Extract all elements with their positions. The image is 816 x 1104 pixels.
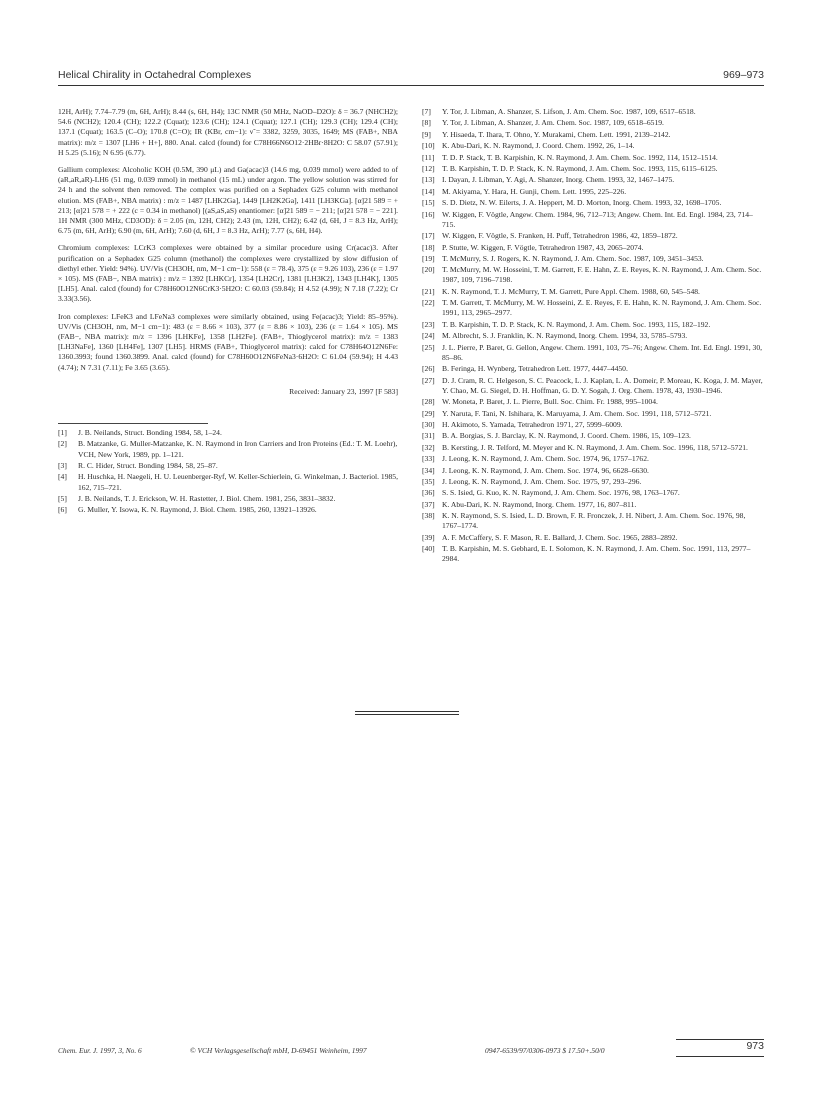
reference-item	[422, 343, 764, 363]
reference-item	[422, 265, 764, 285]
reference-number: [26]	[422, 364, 435, 374]
reference-number: [7]	[422, 107, 431, 116]
reference-item	[422, 130, 764, 140]
paragraph-iron-complexes: Iron complexes: LFeK3 and LFeNa3 complexes were similarly obtained, using Fe(acac)3; Yield: 85–95%). UV/Vis (CH3OH, nm, M−1 cm−1): 483 (ε = 8.66 × 103), 377 (ε = 8.86 × 103), 236 (ε = 1.64 × 105). MS (FAB−, NBA matrix): m/z = 1396 [LHKFe], 1358 [LH2Fe]. (FAB+, Thioglycerol matrix): m/z = 1383 [LH3NaFe], 1360 [LH4Fe], 1307 [LH5]. HRMS (FAB+, Thioglycerol matrix): calcd for C78H64O12N6Fe: 1360.3993; found 1360.3899. Anal. calcd (found) for C78H60O12N6FeNa3·6H2O: C 61.04 (59.94); H 4.43 (4.74); N 7.31 (7.11); Fe 3.65 (3.65).	[58, 311, 398, 372]
reference-text: T. McMurry, S. J. Rogers, K. N. Raymond, J. Am. Chem. Soc. 1987, 109, 3451–3453.	[442, 253, 704, 263]
reference-item	[422, 376, 764, 396]
reference-item	[422, 118, 764, 128]
reference-text: Y. Hisaeda, T. Ihara, T. Ohno, Y. Murakami, Chem. Lett. 1991, 2139–2142.	[442, 129, 671, 139]
reference-item	[58, 428, 398, 438]
reference-number: [22]	[422, 298, 435, 308]
reference-number: [14]	[422, 186, 435, 196]
reference-text: T. D. P. Stack, T. B. Karpishin, K. N. Raymond, J. Am. Chem. Soc. 1992, 114, 1512–1514.	[442, 152, 718, 162]
reference-item	[58, 494, 398, 504]
reference-text: T. McMurry, M. W. Hosseini, T. M. Garrett, F. E. Hahn, Z. E. Reyes, K. N. Raymond, J. Am. Chem. Soc. 1987, 109, 7196–7198.	[442, 265, 762, 285]
reference-text: J. Leong, K. N. Raymond, J. Am. Chem. Soc. 1975, 97, 293–296.	[442, 476, 642, 486]
reference-item	[422, 443, 764, 453]
running-header	[58, 69, 764, 86]
reference-number: [21]	[422, 286, 435, 296]
reference-number: [2]	[58, 439, 67, 449]
reference-text: K. Abu-Dari, K. N. Raymond, J. Coord. Chem. 1992, 26, 1–14.	[442, 141, 635, 151]
reference-text: T. M. Garrett, T. McMurry, M. W. Hosseini, Z. E. Reyes, F. E. Hahn, K. N. Raymond, J. Am. Chem. Soc. 1991, 113, 2965–2977.	[442, 298, 762, 318]
reference-number: [19]	[422, 253, 435, 263]
reference-item	[422, 298, 764, 318]
reference-item	[422, 231, 764, 241]
reference-item	[422, 500, 764, 510]
reference-number: [35]	[422, 476, 435, 486]
reference-item	[422, 243, 764, 253]
reference-item	[422, 287, 764, 297]
right-column	[422, 107, 764, 566]
reference-item	[422, 488, 764, 498]
page-number-box	[676, 1039, 764, 1057]
reference-item	[422, 397, 764, 407]
reference-text: H. Akimoto, S. Yamada, Tetrahedron 1971, 27, 5999–6009.	[442, 420, 623, 429]
reference-item	[422, 533, 764, 543]
reference-number: [23]	[422, 319, 435, 329]
reference-number: [9]	[422, 129, 431, 139]
reference-number: [32]	[422, 442, 435, 452]
reference-item	[422, 477, 764, 487]
reference-text: B. Matzanke, G. Muller-Matzanke, K. N. Raymond in Iron Carriers and Iron Proteins (Ed.: T. M. Loehr), VCH, New York, 1989, pp. 1–121.	[78, 439, 398, 459]
reference-item	[422, 210, 764, 230]
reference-number: [18]	[422, 242, 435, 252]
reference-item	[422, 431, 764, 441]
reference-number: [28]	[422, 397, 435, 407]
reference-number: [39]	[422, 532, 435, 542]
reference-item	[422, 164, 764, 174]
reference-text: W. Kiggen, F. Vögtle, S. Franken, H. Puff, Tetrahedron 1986, 42, 1859–1872.	[442, 231, 678, 241]
reference-text: J. L. Pierre, P. Baret, G. Gellon, Angew. Chem. 1991, 103, 75–76; Angew. Chem. Int. Ed. Engl. 1991, 30, 85–86.	[442, 342, 763, 362]
reference-number: [25]	[422, 342, 435, 352]
reference-number: [3]	[58, 461, 67, 471]
reference-item	[422, 141, 764, 151]
reference-text: G. Muller, Y. Isowa, K. N. Raymond, J. Biol. Chem. 1985, 260, 13921–13926.	[78, 505, 317, 515]
reference-item	[422, 511, 764, 531]
left-column	[58, 107, 398, 517]
paragraph-gallium-complexes: Gallium complexes: Alcoholic KOH (0.5M, 390 μL) and Ga(acac)3 (14.6 mg, 0.039 mmol) were added to of (aR,aR,aR)-LH6 (51 mg, 0.039 mmol) in methanol (15 mL) under argon. The yellow solution was stirred for 24 h and the solvent then removed. The complex was purified on a Sephadex G25 column with methanol elution. MS (FAB+, NBA matrix) : m/z = 1487 [LHK2Ga], 1449 [LH2K2Ga], 1411 [LH3KGa]. [α]21 589 = + 213; [α]21 578 = + 222 (c = 0.34 in methanol) [(aS,aS,aS) enantiomer: [α]21 589 = − 211; [α]21 578 = − 221]. 1H NMR (300 MHz, CD3OD): δ = 2.05 (m, 12H, CH2); 2.43 (m, 12H, CH2); 6.42 (d, 6H, J = 8.3 Hz, ArH); 6.75 (m, 6H, ArH); 6.90 (m, 6H, ArH); 7.60 (d, 6H, J = 8.3 Hz, ArH); 7.77 (s, 6H, H4).	[58, 165, 398, 236]
reference-number: [27]	[422, 375, 435, 385]
reference-number: [8]	[422, 118, 431, 128]
reference-number: [10]	[422, 141, 435, 151]
reference-number: [37]	[422, 499, 435, 509]
reference-item	[422, 187, 764, 197]
reference-number: [13]	[422, 175, 435, 185]
reference-text: K. Abu-Dari, K. N. Raymond, Inorg. Chem. 1977, 16, 807–811.	[442, 499, 637, 509]
reference-item	[58, 439, 398, 459]
reference-number: [29]	[422, 408, 435, 418]
article-code: 0947-6539/97/0306-0973 $ 17.50+.50/0	[485, 1046, 605, 1055]
reference-text: Y. Naruta, F. Tani, N. Ishihara, K. Maruyama, J. Am. Chem. Soc. 1991, 118, 5712–5721.	[442, 408, 712, 418]
reference-number: [4]	[58, 472, 67, 482]
reference-number: [16]	[422, 209, 435, 219]
running-title: Helical Chirality in Octahedral Complexes	[58, 69, 252, 81]
reference-number: [38]	[422, 511, 435, 521]
reference-number: [11]	[422, 152, 435, 162]
end-rule-second	[355, 714, 459, 715]
reference-text: J. B. Neilands, T. J. Erickson, W. H. Rastetter, J. Biol. Chem. 1981, 256, 3831–3832.	[78, 494, 336, 504]
reference-text: S. D. Dietz, N. W. Eilerts, J. A. Heppert, M. D. Morton, Inorg. Chem. 1993, 32, 1698–1705.	[442, 198, 722, 208]
reference-list-left	[58, 428, 398, 516]
reference-item	[422, 198, 764, 208]
reference-item	[422, 409, 764, 419]
reference-number: [30]	[422, 420, 435, 429]
reference-item	[422, 153, 764, 163]
reference-number: [6]	[58, 505, 67, 515]
page-number: 973	[746, 1040, 764, 1052]
reference-text: T. B. Karpishin, T. D. P. Stack, K. N. Raymond, J. Am. Chem. Soc. 1993, 115, 6115–6125.	[442, 163, 718, 173]
reference-text: K. N. Raymond, S. S. Isied, L. D. Brown, F. R. Fronczek, J. H. Nibert, J. Am. Chem. Soc. 1976, 98, 1767–1774.	[442, 511, 746, 531]
reference-text: D. J. Cram, R. C. Helgeson, S. C. Peacock, L. J. Kaplan, L. A. Domeir, P. Moreau, K. Koga, J. M. Mayer, Y. Chao, M. G. Siegel, D. H. Hoffman, G. D. Y. Sogah, J. Org. Chem. 1978, 43, 1930–1946.	[442, 375, 763, 395]
reference-item	[58, 472, 398, 492]
end-rule	[355, 711, 459, 712]
reference-number: [20]	[422, 265, 435, 275]
reference-item	[422, 254, 764, 264]
journal-citation: Chem. Eur. J. 1997, 3, No. 6	[58, 1046, 142, 1055]
reference-text: J. Leong, K. N. Raymond, J. Am. Chem. Soc. 1974, 96, 6628–6630.	[442, 465, 649, 475]
reference-item	[58, 461, 398, 471]
reference-number: [17]	[422, 231, 435, 241]
reference-text: T. B. Karpishin, T. D. P. Stack, K. N. Raymond, J. Am. Chem. Soc. 1993, 115, 182–192.	[442, 319, 711, 329]
reference-text: Y. Tor, J. Libman, A. Shanzer, S. Lifson, J. Am. Chem. Soc. 1987, 109, 6517–6518.	[442, 107, 696, 116]
reference-text: H. Huschka, H. Naegeli, H. U. Leuenberger-Ryf, W. Keller-Schierlein, G. Winkelman, J. Bacteriol. 1985, 162, 715–721.	[78, 472, 398, 492]
reference-number: [24]	[422, 331, 435, 341]
reference-item	[422, 364, 764, 374]
reference-number: [40]	[422, 544, 435, 554]
page-footer	[58, 1040, 764, 1057]
reference-number: [15]	[422, 198, 435, 208]
received-date: Received: January 23, 1997 [F 583]	[289, 386, 398, 396]
reference-number: [5]	[58, 494, 67, 504]
reference-text: Y. Tor, J. Libman, A. Shanzer, J. Am. Chem. Soc. 1987, 109, 6518–6519.	[442, 118, 664, 128]
reference-item	[422, 107, 764, 117]
footnote-divider	[58, 423, 208, 424]
reference-text: B. Feringa, H. Wynberg, Tetrahedron Lett. 1977, 4447–4450.	[442, 364, 628, 374]
reference-number: [36]	[422, 488, 435, 498]
reference-number: [12]	[422, 163, 435, 173]
reference-item	[422, 466, 764, 476]
reference-item	[58, 505, 398, 515]
reference-text: S. S. Isied, G. Kuo, K. N. Raymond, J. Am. Chem. Soc. 1976, 98, 1763–1767.	[442, 488, 680, 498]
reference-item	[422, 420, 764, 430]
paragraph-chromium-complexes: Chromium complexes: LCrK3 complexes were obtained by a similar procedure using Cr(acac)3. After purification on a Sephadex G25 column (methanol) the complexes were crystallized by slow diffusion of diethyl ether. Yield: 94%). UV/Vis (CH3OH, nm, M−1 cm−1): 558 (ε = 78.4), 375 (ε = 9.26 103), 236 (ε = 1.97 × 105). MS (FAB−, NBA matrix) : m/z = 1392 [LHKCr], 1354 [LH2Cr], 1381 [LH3K2], 1343 [LH4K], 1305 [LH5]. Anal. calcd (found) for C78H60O12N6CrK3·5H2O: C 60.03 (59.84); H 4.52 (4.99); N 7.18 (7.22); Cr 3.33(3.56).	[58, 243, 398, 304]
reference-text: B. Kersting, J. R. Telford, M. Meyer and K. N. Raymond, J. Am. Chem. Soc. 1996, 118, 5712–5721.	[442, 442, 748, 452]
reference-text: M. Albrecht, S. J. Franklin, K. N. Raymond, Inorg. Chem. 1994, 33, 5785–5793.	[442, 331, 688, 341]
reference-number: [1]	[58, 428, 67, 438]
reference-text: I. Dayan, J. Libman, Y. Agi, A. Shanzer, Inorg. Chem. 1993, 32, 1467–1475.	[442, 175, 675, 185]
reference-text: K. N. Raymond, T. J. McMurry, T. M. Garrett, Pure Appl. Chem. 1988, 60, 545–548.	[442, 286, 700, 296]
reference-number: [34]	[422, 465, 435, 475]
reference-text: J. B. Neilands, Struct. Bonding 1984, 58, 1–24.	[78, 428, 222, 438]
reference-text: J. Leong, K. N. Raymond, J. Am. Chem. Soc. 1974, 96, 1757–1762.	[442, 454, 649, 464]
reference-list-right	[422, 107, 764, 565]
reference-item	[422, 331, 764, 341]
reference-text: W. Moneta, P. Baret, J. L. Pierre, Bull. Soc. Chim. Fr. 1988, 995–1004.	[442, 397, 658, 407]
reference-text: M. Akiyama, Y. Hara, H. Gunji, Chem. Lett. 1995, 225–226.	[442, 186, 627, 196]
reference-number: [33]	[422, 454, 435, 464]
paragraph-nmr-data: 12H, ArH); 7.74–7.79 (m, 6H, ArH); 8.44 (s, 6H, H4); 13C NMR (50 MHz, NaOD–D2O): δ = 36.7 (NHCH2); 54.6 (NCH2); 120.4 (CH); 122.2 (Cquat); 123.6 (CH); 124.1 (Cquat); 127.1 (CH); 129.3 (CH); 129.4 (CH); 137.1 (Cquat); 163.5 (C–O); 170.8 (C=O); IR (KBr, cm−1): ν̃ = 3382, 3259, 3035, 1649; MS (FAB+, NBA matrix): m/z = 1307 [LH6 + H+], 880. Anal. calcd (found) for C78H66N6O12·2HBr·8H2O: C 58.07 (57.91); H 5.25 (5.16); N 6.95 (6.77).	[58, 107, 398, 157]
publisher-notice: © VCH Verlagsgesellschaft mbH, D-69451 Weinheim, 1997	[190, 1046, 367, 1055]
reference-number: [31]	[422, 431, 435, 441]
reference-text: R. C. Hider, Struct. Bonding 1984, 58, 25–87.	[78, 461, 218, 471]
page-range: 969–973	[723, 69, 764, 81]
reference-text: T. B. Karpishin, M. S. Gebhard, E. I. Solomon, K. N. Raymond, J. Am. Chem. Soc. 1991, 113, 2977–2984.	[442, 544, 751, 564]
reference-item	[422, 454, 764, 464]
reference-text: A. F. McCaffery, S. F. Mason, R. E. Ballard, J. Chem. Soc. 1965, 2883–2892.	[442, 532, 678, 542]
reference-item	[422, 175, 764, 185]
reference-text: P. Stutte, W. Kiggen, F. Vögtle, Tetrahedron 1987, 43, 2065–2074.	[442, 242, 644, 252]
reference-text: B. A. Borgias, S. J. Barclay, K. N. Raymond, J. Coord. Chem. 1986, 15, 109–123.	[442, 431, 691, 441]
reference-item	[422, 544, 764, 564]
reference-text: W. Kiggen, F. Vögtle, Angew. Chem. 1984, 96, 712–713; Angew. Chem. Int. Ed. Engl. 1984, 23, 714–715.	[442, 209, 753, 229]
reference-item	[422, 320, 764, 330]
